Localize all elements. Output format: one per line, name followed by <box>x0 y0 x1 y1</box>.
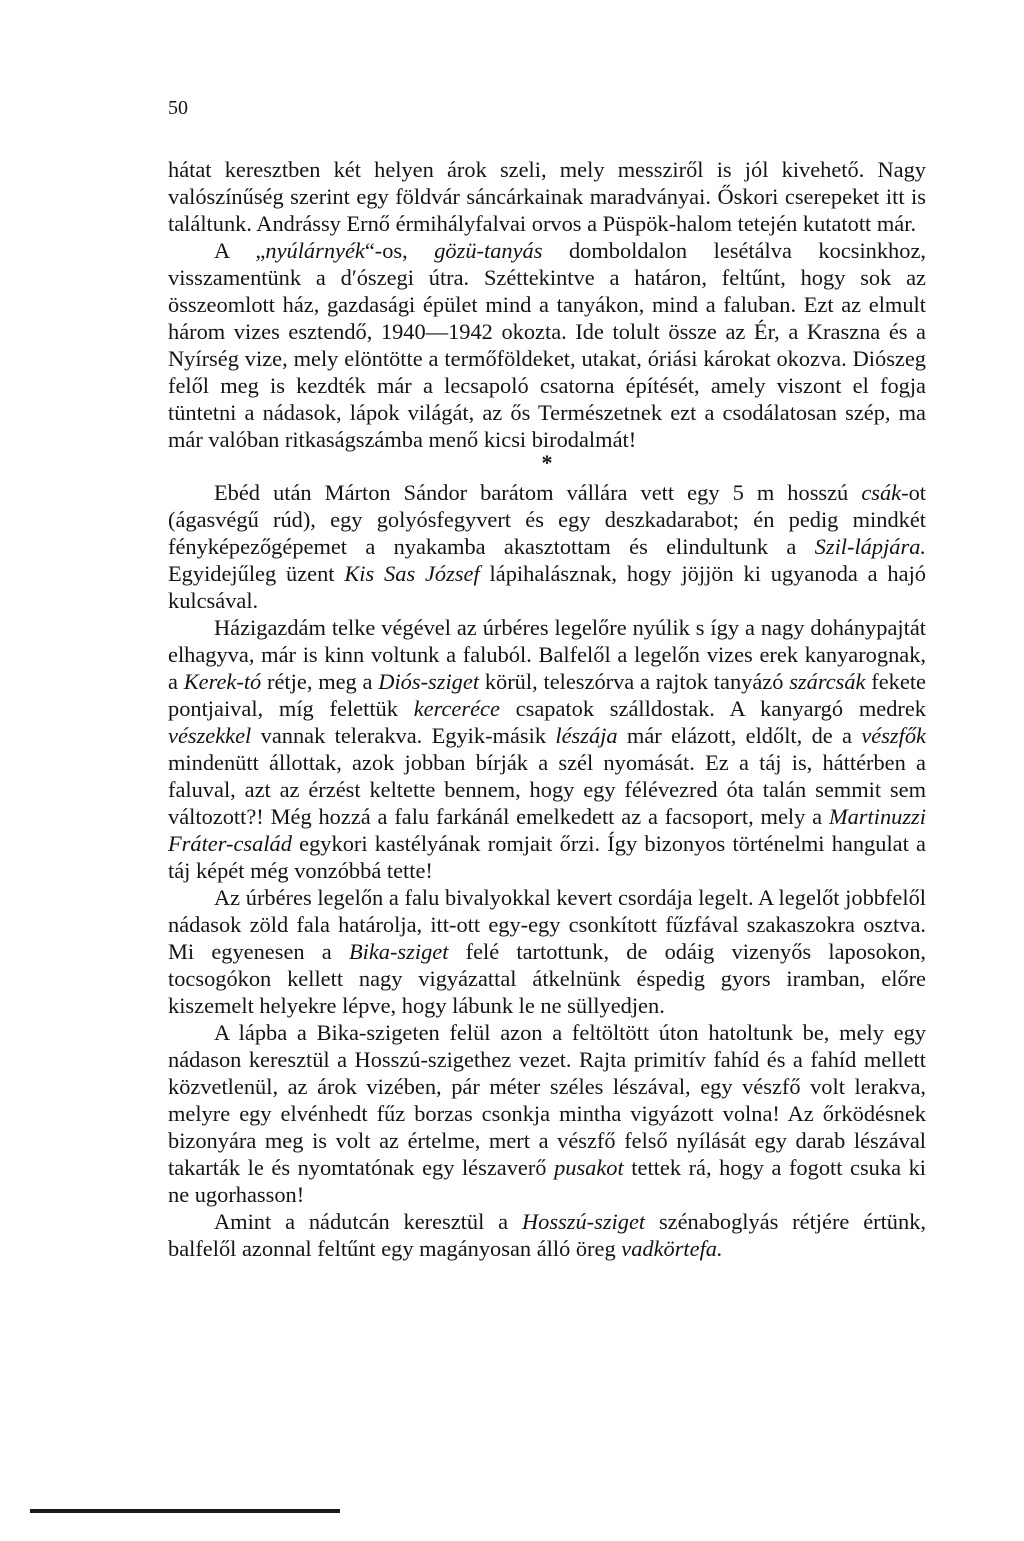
bottom-rule <box>30 1509 340 1513</box>
text-segment: tettek rá, hogy a fogott csuka ki ne ugorhasson! <box>168 1155 926 1207</box>
italic-term: Kis Sas József <box>344 561 480 586</box>
text-segment: Ebéd után Márton Sándor barátom vállára vett egy 5 m hosszú <box>214 480 862 505</box>
text-segment: Amint a nádutcán keresztül a <box>214 1209 522 1234</box>
italic-term: Hosszú-sziget <box>521 1209 646 1234</box>
italic-term: lészája <box>555 723 618 748</box>
text-segment: Egyidejűleg üzent <box>168 561 345 586</box>
text-segment: mindenütt állottak, azok jobban bírják a szél nyomását. Ez a táj is, háttérben a faluval, azt az érzést keltette bennem, hogy egy félévezred óta talán semmit sem változott?! Még hozzá a falu farkánál emelkedett az a facsoport, mely a <box>168 750 926 829</box>
text-segment: -ot (ágasvégű rúd), egy golyósfegyvert és egy deszkadarabot; én pedig mindkét fényképezőgépemet a nyakamba akasztottam és elindultunk a <box>168 480 926 559</box>
italic-term: vészekkel <box>168 723 252 748</box>
text-segment: “-os, <box>364 238 435 263</box>
italic-term: kercerécе <box>413 696 500 721</box>
paragraph-7 <box>168 1208 926 1262</box>
italic-term: Bika-sziget <box>348 939 449 964</box>
paragraph-2 <box>168 237 926 453</box>
italic-term: Kerek-tó <box>183 669 262 694</box>
paragraph-4 <box>168 614 926 884</box>
italic-term: Martinuzzi Fráter-család <box>168 804 926 856</box>
text-segment: felé tartottunk, de odáig vizenyős laposokon, tocsogókon kellett nagy vigyázattal átkelnünk éspedig gyors iramban, előre kiszemelt helyekre lépve, hogy lábunk le ne süllyedjen. <box>168 939 926 1018</box>
italic-term: szárcsák <box>789 669 866 694</box>
paragraph-1 <box>168 156 926 237</box>
text-segment: Az úrbéres legelőn a falu bivalyokkal kevert csordája legelt. A legelőt jobbfelől nádasok zöld fala határolja, itt-ott egy-egy csonkított fűzfával szakaszokra osztva. Mi egyenesen a <box>168 885 926 964</box>
italic-term: csák <box>861 480 902 505</box>
text-segment: A lápba a Bika-szigeten felül azon a feltöltött úton hatoltunk be, mely egy nádason keresztül a Hosszú-szigethez vezet. Rajta primitív fahíd és a fahíd mellett közvetlenül, az árok vizében, pár méter széles lészával, egy vészfő volt lerakva, melyre egy elvénhedt fűz borzas csonkja mintha vigyázott volna! Az őrködésnek bizonyára meg is volt az értelme, mert a vészfő felső nyílását egy darab lészával takarták le és nyomtatónak egy lészaverő <box>168 1020 926 1180</box>
text-segment: lápihalásznak, hogy jöjjön ki ugyanoda a hajó kulcsával. <box>168 561 926 613</box>
text-segment: már elázott, eldőlt, de a <box>617 723 862 748</box>
text-segment: vannak telerakva. Egyik-másik <box>251 723 556 748</box>
italic-term: nyúlárnyék <box>265 238 365 263</box>
text-segment: körül, teleszórva a rajtok tanyázó <box>479 669 790 694</box>
body-text <box>168 156 926 1262</box>
italic-term: Szil-lápjára. <box>814 534 926 559</box>
text-segment: Házigazdám telke végével az úrbéres legelőre nyúlik s így a nagy dohánypajtát elhagyva, már is kinn voltunk a faluból. Balfelől a legelőn vizes erek kanyarognak, a <box>168 615 926 694</box>
text-segment: A „ <box>214 238 266 263</box>
italic-term: vészfők <box>861 723 926 748</box>
text-segment: szénaboglyás rétjére értünk, balfelől azonnal feltűnt egy magányosan álló öreg <box>168 1209 926 1261</box>
italic-term: pusakot <box>554 1155 624 1180</box>
italic-term: gözü-tanyás <box>434 238 543 263</box>
text-segment: csapatok szálldostak. A kanyargó medrek <box>499 696 926 721</box>
paragraph-6 <box>168 1019 926 1208</box>
page-number: 50 <box>168 97 188 119</box>
paragraph-3 <box>168 479 926 614</box>
italic-term: vadkörtefa. <box>621 1236 723 1261</box>
italic-term: Diós-sziget <box>378 669 480 694</box>
text-segment: rétje, meg a <box>261 669 379 694</box>
section-separator: * <box>541 450 553 475</box>
paragraph-5 <box>168 884 926 1019</box>
text-segment: fekete pontjaival, míg felettük <box>168 669 926 721</box>
text-segment: domboldalon lesétálva kocsinkhoz, visszamentünk a d′ószegi útra. Széttekintve a határon, feltűnt, hogy sok az összeomlott ház, gazdasági épület mind a tanyákon, mind a faluban. Ezt az elmult három vizes esztendő, 1940—1942 okozta. Ide tolult össze az Ér, a Kraszna és a Nyírség vize, mely elöntötte a termőföldeket, utakat, óriási károkat okozva. Diószeg felől meg is kezdték már a lecsapoló csatorna építését, amely viszont el fogja tüntetni a nádasok, lápok világát, az ős Természetnek ezt a csodálatosan szép, ma már valóban ritkaságszámba menő kicsi birodalmát! <box>168 238 926 452</box>
text-segment: hátat keresztben két helyen árok szeli, mely messziről is jól kivehető. Nagy valószínűség szerint egy földvár sáncárkainak maradványai. Őskori cserepeket itt is találtunk. Andrássy Ernő érmihályfalvai orvos a Püspök-halom tetején kutatott már. <box>168 157 926 236</box>
text-segment: egykori kastélyának romjait őrzi. Így bizonyos történelmi hangulat a táj képét még vonzóbbá tette! <box>168 831 926 883</box>
